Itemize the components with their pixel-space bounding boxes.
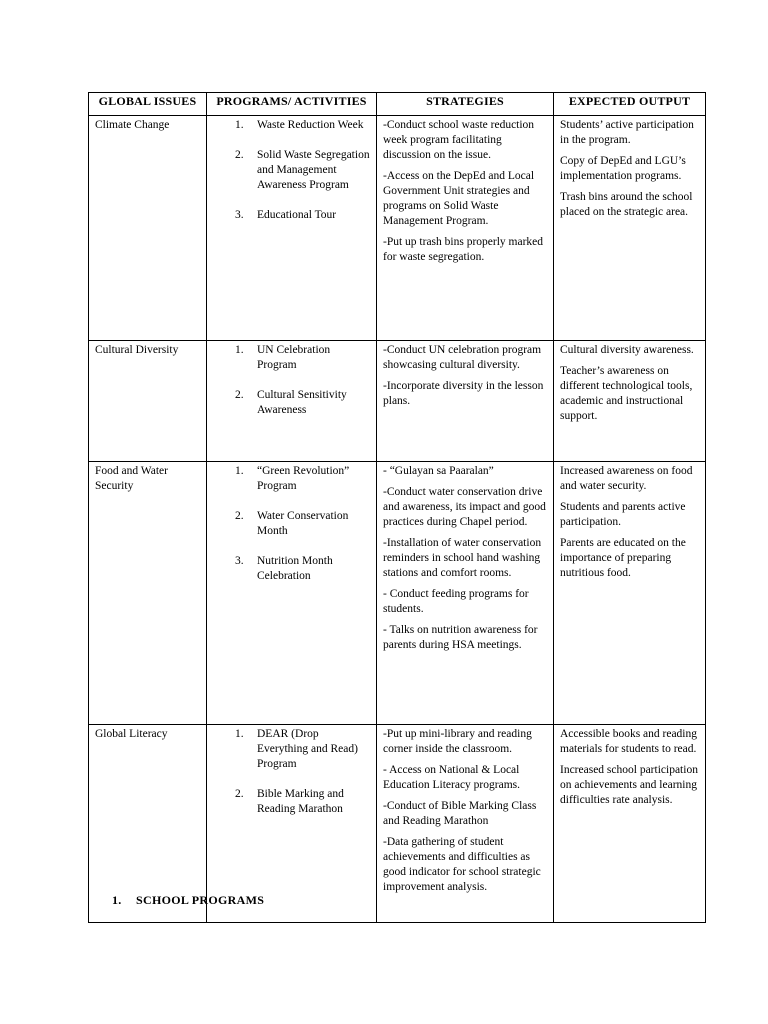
section-title: SCHOOL PROGRAMS <box>136 893 265 907</box>
output-text: Increased awareness on food and water security. <box>560 465 693 492</box>
global-issues-table <box>88 92 706 923</box>
output-cell <box>554 116 706 341</box>
program-item: 2. Cultural Sensitivity Awareness <box>235 389 347 416</box>
programs-cell <box>207 116 377 341</box>
output-text: Students’ active participation in the program. <box>560 119 694 146</box>
issue-cell: Global Literacy <box>89 725 207 923</box>
section-heading <box>112 893 264 908</box>
program-item: 2. Water Conservation Month <box>235 510 349 537</box>
strategy-text: - “Gulayan sa Paaralan” <box>383 465 494 477</box>
strategy-text: -Conduct school waste reduction week program facilitating discussion on the issue. <box>383 119 535 161</box>
strategies-cell <box>377 116 554 341</box>
output-text: Cultural diversity awareness. <box>560 344 694 356</box>
strategy-text: -Incorporate diversity in the lesson plans. <box>383 380 544 407</box>
output-text: Students and parents active participation. <box>560 501 686 528</box>
programs-cell <box>207 341 377 462</box>
strategy-text: -Put up trash bins properly marked for waste segregation. <box>383 236 544 263</box>
strategies-cell <box>377 462 554 725</box>
program-item: 3. Educational Tour <box>235 209 337 221</box>
output-text: Parents are educated on the importance of preparing nutritious food. <box>560 537 686 579</box>
output-text: Teacher’s awareness on different technological tools, academic and instructional support. <box>560 365 693 422</box>
header-strategies: STRATEGIES <box>377 93 554 116</box>
output-text: Increased school participation on achievements and learning difficulties rate analysis. <box>560 764 698 806</box>
program-item: 2. Bible Marking and Reading Marathon <box>235 788 344 815</box>
issue-cell: Food and Water Security <box>89 462 207 725</box>
issue-cell: Cultural Diversity <box>89 341 207 462</box>
output-text: Copy of DepEd and LGU’s implementation programs. <box>560 155 686 182</box>
strategy-text: - Access on National & Local Education Literacy programs. <box>383 764 520 791</box>
strategy-text: - Conduct feeding programs for students. <box>383 588 529 615</box>
output-cell <box>554 725 706 923</box>
programs-list <box>213 464 370 584</box>
output-text: Accessible books and reading materials for students to read. <box>560 728 698 755</box>
program-item: 1. “Green Revolution” Program <box>235 465 350 492</box>
program-item: 3. Nutrition Month Celebration <box>235 555 333 582</box>
strategies-cell <box>377 725 554 923</box>
program-item: 1. DEAR (Drop Everything and Read) Program <box>235 728 358 770</box>
programs-list <box>213 118 370 223</box>
table-row <box>89 341 706 462</box>
strategy-text: -Conduct water conservation drive and awareness, its impact and good practices during Chapel period. <box>383 486 546 528</box>
header-expected-output: EXPECTED OUTPUT <box>554 93 706 116</box>
programs-list <box>213 727 370 817</box>
table-header-row <box>89 93 706 116</box>
strategy-text: -Conduct UN celebration program showcasing cultural diversity. <box>383 344 542 371</box>
strategies-cell <box>377 341 554 462</box>
section-number: 1. <box>112 893 122 907</box>
strategy-text: - Talks on nutrition awareness for parents during HSA meetings. <box>383 624 538 651</box>
program-item: 1. Waste Reduction Week <box>235 119 364 131</box>
output-text: Trash bins around the school placed on the strategic area. <box>560 191 693 218</box>
programs-list <box>213 343 370 418</box>
strategy-text: -Conduct of Bible Marking Class and Reading Marathon <box>383 800 537 827</box>
program-item: 1. UN Celebration Program <box>235 344 331 371</box>
strategy-text: -Access on the DepEd and Local Government Unit strategies and programs on Solid Waste Management Program. <box>383 170 535 227</box>
strategy-text: -Installation of water conservation reminders in school hand washing stations and comfort rooms. <box>383 537 542 579</box>
output-cell <box>554 462 706 725</box>
header-programs-activities: PROGRAMS/ ACTIVITIES <box>207 93 377 116</box>
table-row <box>89 116 706 341</box>
header-global-issues: GLOBAL ISSUES <box>89 93 207 116</box>
output-cell <box>554 341 706 462</box>
program-item: 2. Solid Waste Segregation and Management Awareness Program <box>235 149 370 191</box>
issue-cell: Climate Change <box>89 116 207 341</box>
table-row <box>89 462 706 725</box>
strategy-text: -Put up mini-library and reading corner inside the classroom. <box>383 728 532 755</box>
programs-cell <box>207 462 377 725</box>
strategy-text: -Data gathering of student achievements and difficulties as good indicator for school strategic improvement analysis. <box>383 836 541 893</box>
